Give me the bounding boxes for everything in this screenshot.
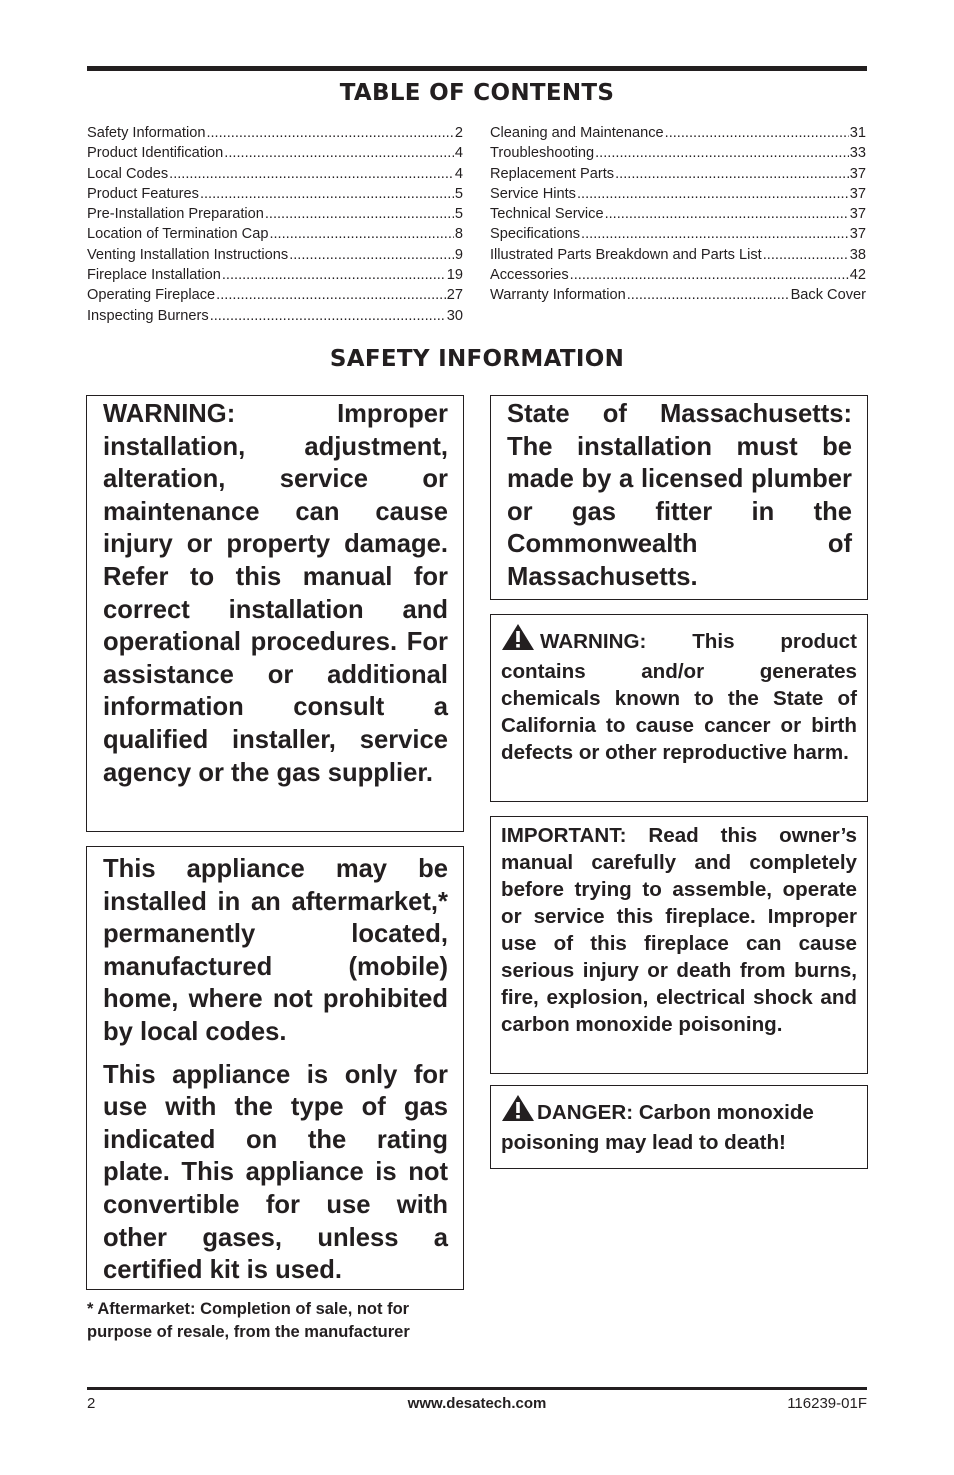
toc-entry-page: 4 (454, 145, 463, 162)
toc-leader-dots (570, 265, 849, 285)
important-box (490, 816, 868, 1074)
toc-entry-label: Troubleshooting (490, 145, 595, 162)
toc-entry-label: Pre-Installation Preparation (87, 206, 264, 223)
toc-entry[interactable] (87, 204, 463, 224)
toc-entry[interactable] (490, 204, 866, 224)
top-rule (87, 66, 867, 71)
toc-entry-label: Service Hints (490, 185, 576, 202)
danger-triangle-icon (501, 1094, 535, 1129)
danger-box (490, 1085, 868, 1169)
toc-entry[interactable] (490, 164, 866, 184)
toc-entry-page: 2 (454, 125, 463, 141)
toc-entry[interactable] (490, 123, 866, 143)
toc-entry-label: Operating Fireplace (87, 287, 216, 304)
toc-entry-label: Product Features (87, 185, 199, 202)
document-number: 116239-01F (787, 1395, 867, 1412)
toc-leader-dots (224, 143, 454, 163)
toc-entry[interactable] (490, 265, 866, 285)
toc-entry[interactable] (490, 285, 866, 305)
toc-leader-dots (265, 204, 454, 224)
massachusetts-box (490, 395, 868, 600)
toc-entry[interactable] (87, 265, 463, 285)
toc-entry-page: 37 (849, 165, 866, 182)
toc-entry-label: Accessories (490, 267, 569, 284)
toc-entry-label: Product Identification (87, 145, 224, 162)
toc-entry[interactable] (490, 245, 866, 265)
toc-leader-dots (216, 285, 446, 305)
gas-type-text: This appliance is only for use with the type of gas indicated on the rating plate. This appliance is not convertible for use with other gases, unless a certified kit is used. (103, 1060, 448, 1285)
toc-entry-label: Specifications (490, 226, 581, 243)
danger-text: DANGER: Carbon monoxide poisoning may lead to death! (501, 1101, 814, 1154)
toc-entry-page: 5 (454, 185, 463, 202)
aftermarket-text: This appliance may be installed in an aftermarket,* permanently located, manufactured (mobile) home, where not prohibited by local codes. (103, 855, 448, 1046)
website-link[interactable]: www.desatech.com (407, 1395, 547, 1412)
toc-entry[interactable] (87, 123, 463, 143)
toc-entry-page: 8 (454, 226, 463, 243)
toc-entry-label: Venting Installation Instructions (87, 246, 289, 263)
toc-leader-dots (627, 285, 790, 305)
toc-entry-label: Local Codes (87, 165, 169, 182)
toc-entry-label: Location of Termination Cap (87, 226, 269, 243)
toc-leader-dots (269, 224, 453, 244)
toc-leader-dots (615, 164, 849, 184)
install-warning-box (86, 395, 464, 832)
aftermarket-footnote: * Aftermarket: Completion of sale, not for purpose of resale, from the manufacturer (87, 1300, 410, 1341)
toc-entry[interactable] (490, 143, 866, 163)
toc-leader-dots (200, 184, 454, 204)
massachusetts-text: State of Massachusetts: The installation must be made by a licensed plumber or gas fitter in the Commonwealth of Massachusetts. (507, 400, 852, 591)
toc-entry[interactable] (490, 184, 866, 204)
california-warning-text: WARNING: This product contains and/or generates chemicals known to the State of California to cause cancer or birth defects or other reproductive harm. (501, 630, 857, 764)
california-warning-box (490, 614, 868, 802)
toc-entry-page: 5 (454, 206, 463, 223)
toc-entry-page: 33 (849, 145, 866, 162)
toc-entry-label: Cleaning and Maintenance (490, 125, 664, 141)
toc-entry-page: 37 (849, 185, 866, 202)
toc-entry[interactable] (87, 224, 463, 244)
toc-entry-page: 42 (849, 267, 866, 284)
toc-entry[interactable] (87, 164, 463, 184)
toc-entry-page: 38 (849, 246, 866, 263)
toc-entry[interactable] (87, 245, 463, 265)
toc-entry-label: Safety Information (87, 125, 206, 141)
toc-entry-page: 30 (446, 307, 463, 324)
toc-title: TABLE OF CONTENTS (339, 80, 615, 106)
toc-left-column (87, 123, 463, 326)
toc-leader-dots (222, 265, 446, 285)
install-warning-text: WARNING: Improper installation, adjustment, alteration, service or maintenance can cause injury or property damage. Refer to this manual for correct installation and operational procedures. For assistance or additional information consult a qualified installer, service agency or the gas supplier. (103, 400, 448, 787)
toc-entry-label: Inspecting Burners (87, 307, 209, 324)
toc-entry-label: Illustrated Parts Breakdown and Parts List (490, 246, 762, 263)
toc-entry[interactable] (490, 224, 866, 244)
safety-title: SAFETY INFORMATION (329, 346, 625, 372)
toc-entry-page: Back Cover (790, 287, 866, 304)
bottom-rule (87, 1387, 867, 1390)
toc-leader-dots (595, 143, 849, 163)
toc-entry-page: 31 (849, 125, 866, 141)
toc-leader-dots (206, 123, 453, 143)
toc-entry-page: 27 (446, 287, 463, 304)
toc-right-column (490, 123, 866, 306)
toc-entry-page: 9 (454, 246, 463, 263)
toc-entry[interactable] (87, 285, 463, 305)
toc-leader-dots (289, 245, 454, 265)
toc-leader-dots (605, 204, 849, 224)
toc-entry[interactable] (87, 184, 463, 204)
toc-entry-label: Warranty Information (490, 287, 626, 304)
toc-entry[interactable] (87, 306, 463, 326)
toc-entry-label: Replacement Parts (490, 165, 615, 182)
toc-leader-dots (665, 123, 849, 143)
toc-leader-dots (581, 224, 849, 244)
toc-leader-dots (210, 306, 446, 326)
toc-entry[interactable] (87, 143, 463, 163)
toc-entry-label: Technical Service (490, 206, 604, 223)
aftermarket-box (86, 846, 464, 1290)
toc-leader-dots (763, 245, 849, 265)
toc-entry-page: 4 (454, 165, 463, 182)
page-number: 2 (87, 1395, 96, 1412)
toc-entry-page: 37 (849, 206, 866, 223)
toc-entry-label: Fireplace Installation (87, 267, 221, 284)
toc-leader-dots (169, 164, 454, 184)
important-text: IMPORTANT: Read this owner’s manual carefully and completely before trying to assemble, operate or service this fireplace. Improper use of this fireplace can cause serious injury or death from burns, fire, explosion, electrical shock and carbon monoxide poisoning. (501, 824, 857, 1036)
toc-leader-dots (577, 184, 849, 204)
warning-triangle-icon (501, 623, 535, 658)
toc-entry-page: 19 (446, 267, 463, 284)
toc-entry-page: 37 (849, 226, 866, 243)
